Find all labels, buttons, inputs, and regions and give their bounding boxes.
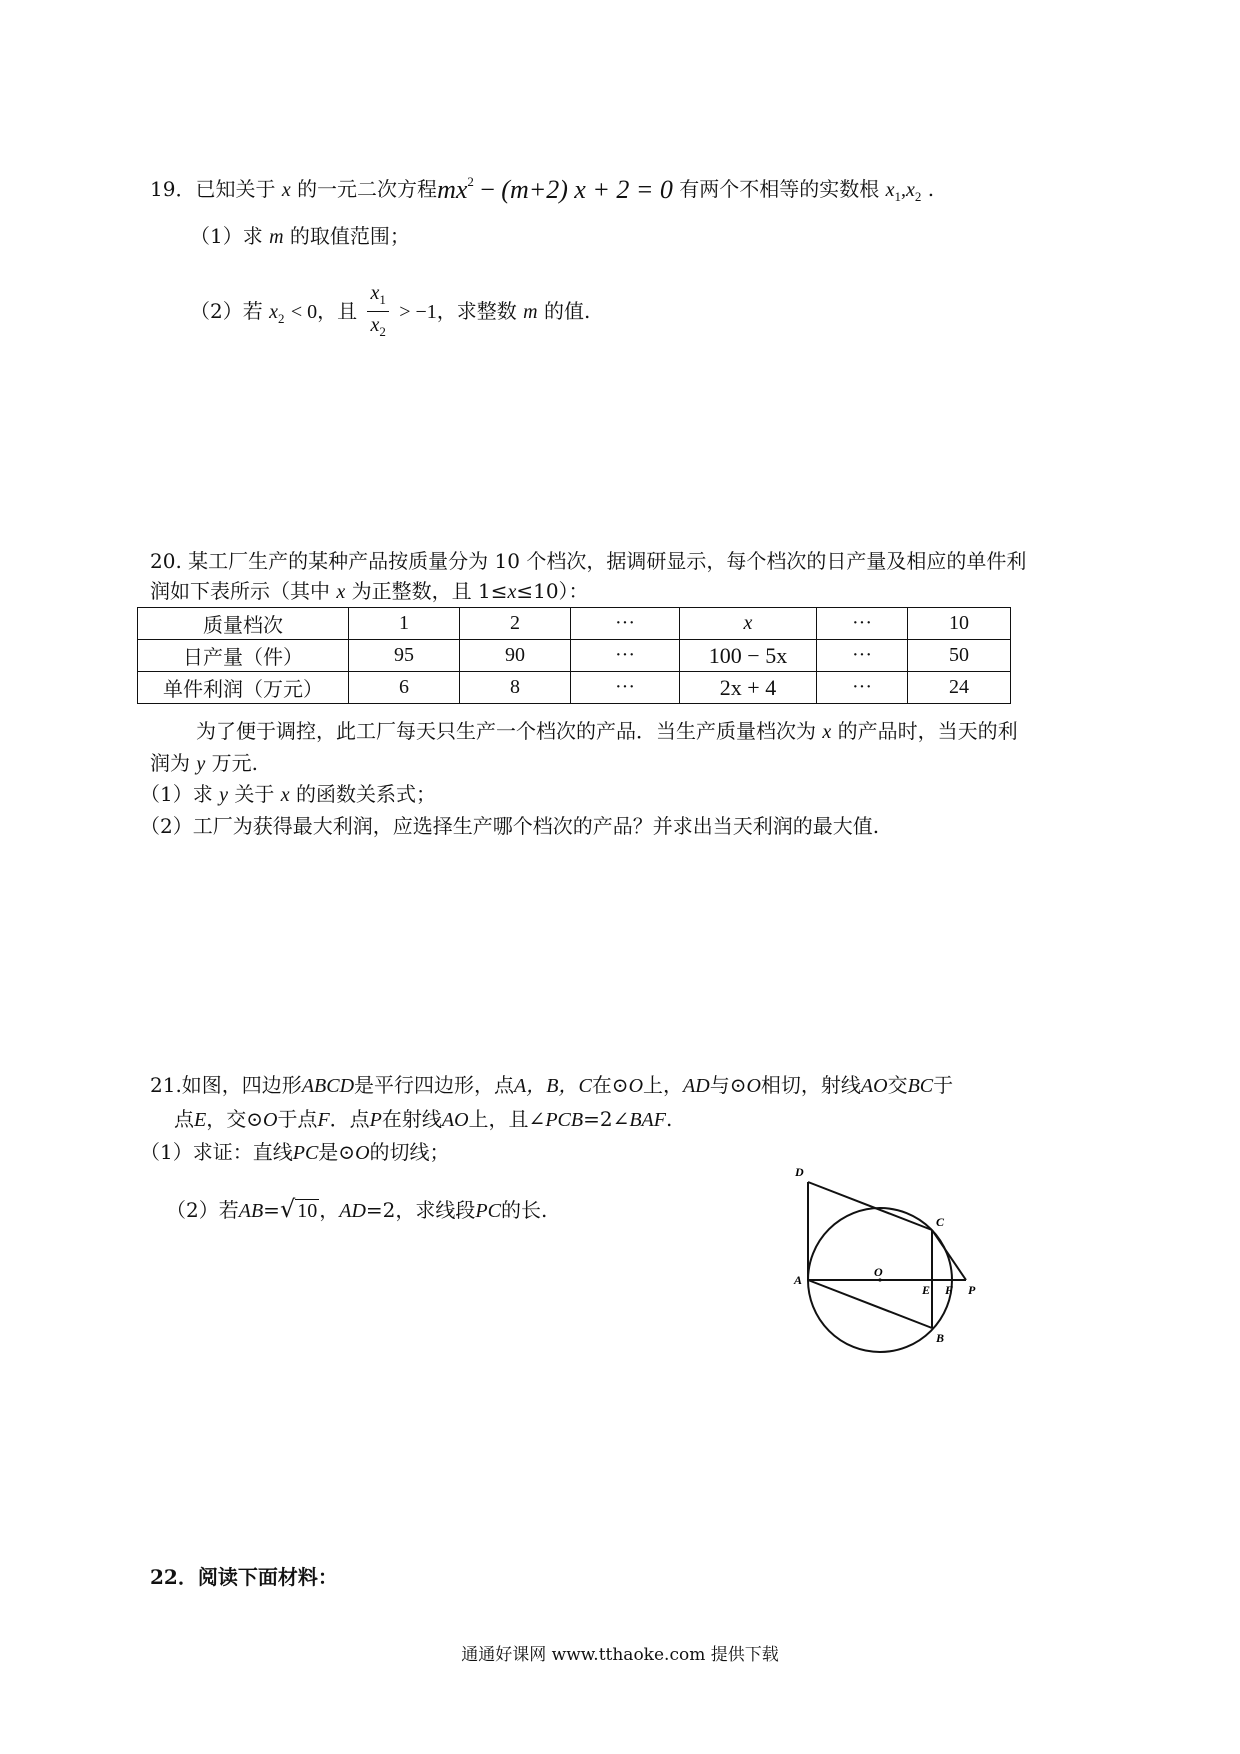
sqrt-value: 10 [297,1200,318,1222]
q19-part1 [190,222,410,251]
label-b: B [936,1331,945,1345]
q21-text: . [666,1107,673,1131]
frac-den: x [370,314,380,336]
var-ao: AO [441,1109,469,1131]
var-x: x [507,581,517,603]
label-f: F [945,1283,954,1297]
q21-text: 在射线 [381,1107,442,1131]
part-text: 的取值范围； [289,224,410,248]
part-text: 的切线； [369,1140,450,1164]
q20-text: 万元. [211,751,258,775]
var-e: E [194,1109,207,1131]
eq-rest: x + 2 = 0 [574,175,673,204]
table-cell: 24 [908,672,1011,704]
q21-text: 21.如图，四边形 [150,1073,302,1097]
var-x: x [822,721,832,743]
sqrt: √ 10 [279,1195,318,1223]
var-o: O [355,1142,370,1164]
part-text: 关于 [234,782,275,806]
q21-text: 于点 [277,1107,318,1131]
eq-term: mx [437,175,468,204]
q19-number: 19． [150,177,196,201]
table-cell: 1 [349,608,460,640]
grade-table [137,607,1011,704]
var-bc: BC [907,1075,934,1097]
part-text: =2，求线段 [365,1198,476,1222]
segment-ab [808,1280,932,1328]
q21-part1 [140,1138,450,1167]
table-row [138,608,1011,640]
var-o: O [628,1075,644,1097]
var-ad: AD [683,1075,710,1097]
part-label: （1）求 [190,224,263,248]
points: A，B，C [514,1075,592,1097]
var-y: y [219,784,228,806]
cond: < 0 [290,301,318,323]
part-text: ，且 [317,299,358,323]
q21-text: =2∠ [583,1107,630,1131]
var-pc: PC [292,1142,319,1164]
table-cell: x [680,608,817,640]
table-cell: ··· [817,640,908,672]
q21-text: 是平行四边形，点 [354,1073,515,1097]
q21-text: 在⊙ [591,1073,629,1097]
part-text: 的值. [543,299,591,323]
table-cell: ··· [571,608,680,640]
table-cell: ··· [817,672,908,704]
q20-text: 为了便于调控，此工厂每天只生产一个档次的产品．当生产质量档次为 [196,719,816,743]
part-label: （1）求 [140,782,213,806]
q21-part2 [166,1192,547,1228]
table-cell: 单件利润（万元） [138,672,349,704]
eq-paren: (m+2) [501,175,568,204]
frac-num: x [370,282,380,304]
var-o: O [746,1075,761,1097]
page-footer: 通通好课网 www.tthaoke.com 提供下载 [461,1645,779,1665]
q19-part2: （2）若 $x_2 < 0$，且 $\frac{x_1}{x_2}$ > −1，求整数 m 的值. [190,281,590,344]
q20-text: 的产品时，当天的利 [837,719,1018,743]
table-row [138,640,1011,672]
equals: = [263,1198,280,1222]
q20-text: 为正整数，且 1≤ [351,579,508,603]
label-p: P [968,1283,976,1297]
table-cell: 95 [349,640,460,672]
q21-text: 于 [933,1073,954,1097]
part-label: （2）若 [190,299,263,323]
var-pcb: PCB [545,1109,584,1131]
table-row [138,672,1011,704]
table-cell: 90 [460,640,571,672]
part-label: （2）若 [166,1198,239,1222]
label-e: E [922,1283,931,1297]
var-pc: PC [475,1200,501,1222]
var-baf: BAF [629,1109,666,1131]
segment-cp [932,1230,966,1280]
root-var: x [906,179,915,201]
label-o: O [874,1265,883,1279]
q19-line: 19．已知关于 x 的一元二次方程$mx^2 - (m+2) x + 2 = 0$ 有两个不相等的实数根 $x_1,x_2$ . [150,174,935,204]
var-ad: AD [339,1200,366,1222]
q21-text: 点 [174,1107,194,1131]
part-text: 的函数关系式； [295,782,436,806]
q21-text: ．点 [329,1107,370,1131]
table-cell: 100 − 5x [680,640,817,672]
var-x: x [269,301,278,323]
q20-text: ≤10）： [516,579,589,603]
q21-text: 相切，射线 [760,1073,861,1097]
table-cell: 质量档次 [138,608,349,640]
q20-paragraph [196,717,1018,746]
q19-end: . [927,177,935,201]
table-cell: 50 [908,640,1011,672]
part-text: 的长. [500,1198,548,1222]
q19-text: 有两个不相等的实数根 [679,177,880,201]
part-text: ，求整数 [436,299,517,323]
q20-text: 润如下表所示（其中 [150,579,330,603]
fraction: $\frac{x_1}{x_2}$ [367,281,388,344]
var-ab: AB [238,1200,264,1222]
eq-exponent: 2 [467,174,474,189]
table-cell: 2 [460,608,571,640]
part-label: （1）求证：直线 [140,1140,293,1164]
q21-text: ，交⊙ [206,1107,263,1131]
var-x: x [336,581,346,603]
var-m: m [269,226,284,248]
q21-line2 [174,1105,672,1134]
var-y: y [196,753,206,775]
ineq-rest: > −1 [399,301,437,323]
root-var: x [885,179,895,201]
var-f: F [317,1109,330,1131]
table-cell: 6 [349,672,460,704]
var-p: P [369,1109,382,1131]
root-sub: 1 [894,189,902,204]
label-a: A [794,1273,803,1287]
table-cell: 10 [908,608,1011,640]
var-o: O [262,1109,278,1131]
var-x: x [280,784,290,806]
q21-text: 交 [887,1073,908,1097]
q19-text: 已知关于 [195,177,276,201]
q21-line1 [150,1071,953,1100]
q22-title: 22．阅读下面材料： [150,1565,338,1589]
q19-text: 的一元二次方程 [297,177,438,201]
table-cell: 2x + 4 [680,672,817,704]
q20-line2 [150,577,589,606]
table-cell: 8 [460,672,571,704]
label-d: D [795,1165,804,1179]
table-cell: ··· [571,672,680,704]
q20-part1 [140,780,436,809]
var-x: x [281,179,291,201]
q21-text: 上，且∠ [468,1107,546,1131]
q20-paragraph-2 [150,749,258,778]
q20-part2: （2）工厂为获得最大利润，应选择生产哪个档次的产品？并求出当天利润的最大值. [140,814,880,838]
part-text: ， [319,1198,340,1222]
table-cell: 日产量（件） [138,640,349,672]
q20-line1: 20. 某工厂生产的某种产品按质量分为 10 个档次，据调研显示，每个档次的日产量及相应的单件利 [150,549,1027,573]
q21-text: 上， [643,1073,684,1097]
q20-text: 润为 [150,751,190,775]
label-c: C [936,1215,945,1229]
root-sub: 2 [914,189,922,204]
segment-dc [808,1182,932,1230]
eq-minus: − [480,175,495,204]
var-abcd: ABCD [301,1075,355,1097]
q21-text: 与⊙ [709,1073,747,1097]
part-text: 是⊙ [318,1140,356,1164]
table-cell: ··· [817,608,908,640]
geometry-figure [790,1160,1020,1400]
table-cell: ··· [571,640,680,672]
var-ao: AO [860,1075,888,1097]
var-m: m [523,301,538,323]
